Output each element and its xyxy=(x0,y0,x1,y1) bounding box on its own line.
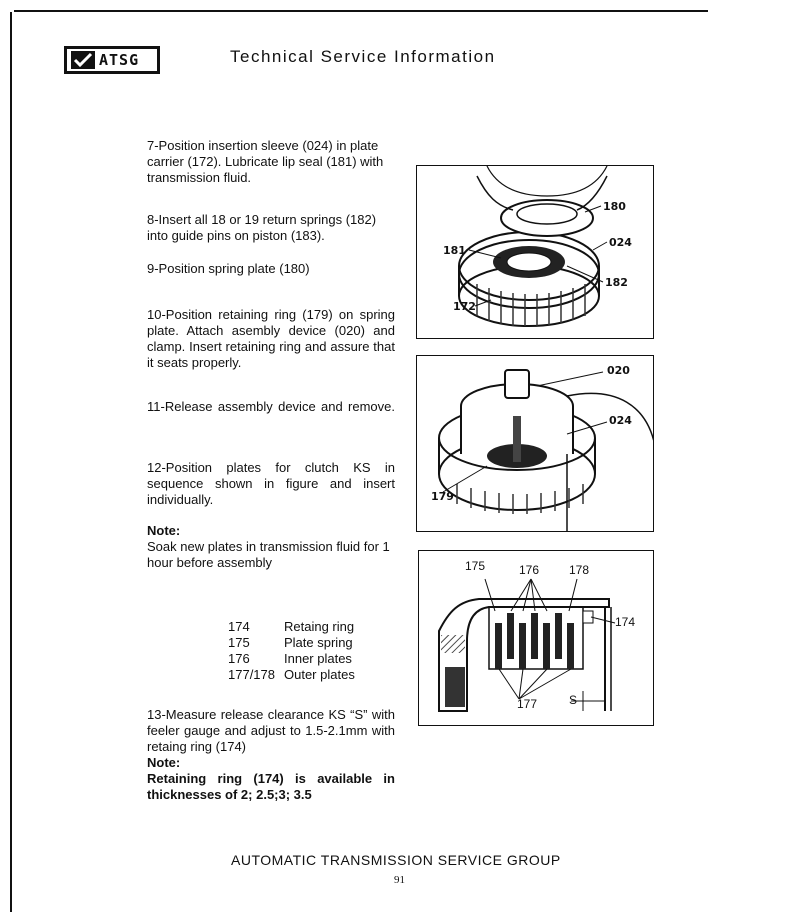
callout-180: 180 xyxy=(603,200,626,213)
callout-179: 179 xyxy=(431,490,454,503)
callout-175: 175 xyxy=(465,559,486,573)
legend-row: 175 Plate spring xyxy=(228,635,353,650)
callout-172: 172 xyxy=(453,300,476,313)
callout-024: 024 xyxy=(609,236,632,249)
step-7: 7-Position insertion sleeve (024) in plate carrier (172). Lubricate lip seal (181) with transmission fluid. xyxy=(147,138,384,185)
note-2-text: Retaining ring (174) is available in thicknesses of 2; 2.5;3; 3.5 xyxy=(147,771,395,802)
figure-1-clutch-assembly xyxy=(416,165,654,339)
callout-176: 176 xyxy=(519,563,540,577)
callout-177: 177 xyxy=(517,697,538,711)
step-12: 12-Position plates for clutch KS in sequence shown in figure and insert individually. xyxy=(147,460,395,507)
figure-3-plate-sequence xyxy=(418,550,654,726)
atsg-logo xyxy=(64,46,160,74)
callout-024: 024 xyxy=(609,414,632,427)
note-2-label: Note: xyxy=(147,755,181,770)
step-10: 10-Position retaining ring (179) on spring plate. Attach asembly device (020) and clamp. Insert retaining ring and assure that it seats properly. xyxy=(147,307,395,370)
page-title: Technical Service Information xyxy=(230,47,496,66)
legend-row: 176 Inner plates xyxy=(228,651,352,666)
legend-row: 177/178 Outer plates xyxy=(228,667,355,682)
step-9: 9-Position spring plate (180) xyxy=(147,261,310,276)
callout-182: 182 xyxy=(605,276,628,289)
logo-text: ATSG xyxy=(99,51,140,69)
callout-181: 181 xyxy=(443,244,466,257)
callout-020: 020 xyxy=(607,364,630,377)
checkmark-icon xyxy=(71,51,95,69)
callout-s: S xyxy=(569,693,578,707)
callout-178: 178 xyxy=(569,563,590,577)
page-number: 91 xyxy=(394,874,405,886)
note-1-label: Note: xyxy=(147,523,181,538)
step-13: 13-Measure release clearance KS “S” with feeler gauge and adjust to 1.5-2.1mm with retaing ring (174) xyxy=(147,707,395,754)
callout-174: 174 xyxy=(615,615,636,629)
top-rule xyxy=(14,10,708,12)
step-8: 8-Insert all 18 or 19 return springs (182) into guide pins on piston (183). xyxy=(147,212,377,243)
figure-2-assembly-device xyxy=(416,355,654,532)
step-11: 11-Release assembly device and remove. xyxy=(147,399,395,414)
left-rule xyxy=(10,12,12,912)
note-1-text: Soak new plates in transmission fluid for 1 hour before assembly xyxy=(147,539,390,570)
footer-group-name: AUTOMATIC TRANSMISSION SERVICE GROUP xyxy=(231,852,561,868)
parts-legend xyxy=(228,619,355,683)
legend-row: 174 Retaing ring xyxy=(228,619,355,634)
